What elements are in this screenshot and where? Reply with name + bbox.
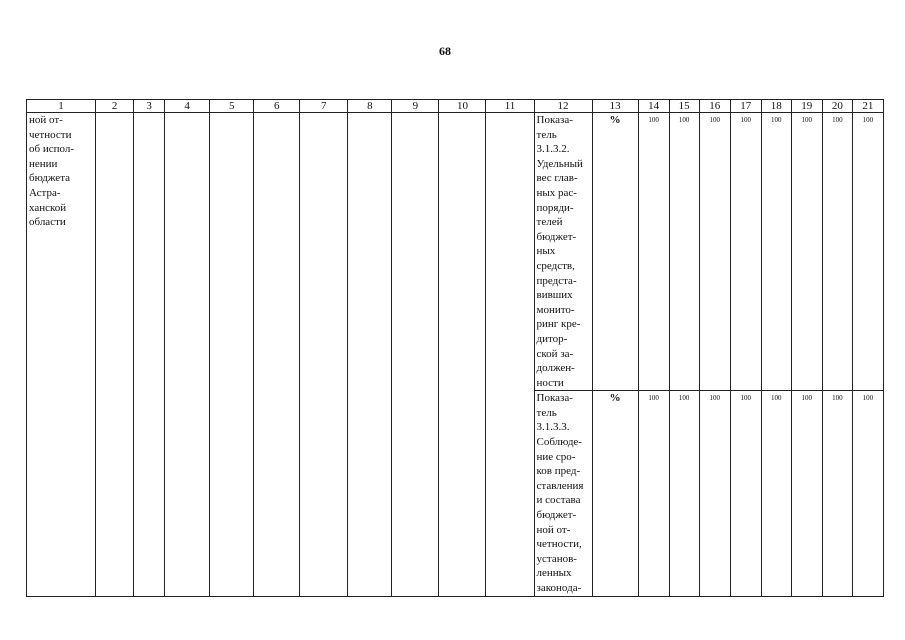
value-cell: 100 [852, 391, 883, 597]
column-number: 9 [392, 100, 439, 113]
data-table [26, 99, 884, 597]
indicator-cell: Показа- тель 3.1.3.3. Соблюде- ние сро- ков пред- ставления и состава бюджет- ной от- четности, установ- ленных законода- [534, 391, 592, 597]
value-cell: 100 [791, 391, 822, 597]
empty-cell [486, 113, 534, 597]
value-cell: 100 [822, 391, 852, 597]
empty-cell [254, 113, 300, 597]
value-cell: 100 [669, 391, 699, 597]
empty-cell [439, 113, 486, 597]
empty-cell [210, 113, 254, 597]
value-cell: 100 [638, 113, 669, 391]
column-number: 19 [791, 100, 822, 113]
column-number: 17 [730, 100, 761, 113]
indicator-cell: Показа- тель 3.1.3.2. Удельный вес глав- ных рас- поряди- телей бюджет- ных средств, предста- вивших монито- ринг кре- дитор- ской за- должен- ности [534, 113, 592, 391]
value-cell: 100 [852, 113, 883, 391]
column-number: 16 [699, 100, 730, 113]
value-cell: 100 [791, 113, 822, 391]
column-number: 12 [534, 100, 592, 113]
value-cell: 100 [730, 391, 761, 597]
empty-cell [165, 113, 210, 597]
table-row [27, 113, 884, 391]
column-number-row [27, 100, 884, 113]
empty-cell [300, 113, 348, 597]
column-number: 7 [300, 100, 348, 113]
empty-cell [348, 113, 392, 597]
page-number: 68 [439, 44, 451, 58]
column-number: 11 [486, 100, 534, 113]
value-cell: 100 [761, 113, 791, 391]
value-cell: 100 [761, 391, 791, 597]
column-number: 21 [852, 100, 883, 113]
column-number: 2 [96, 100, 134, 113]
column-number: 6 [254, 100, 300, 113]
column-number: 10 [439, 100, 486, 113]
empty-cell [96, 113, 134, 597]
value-cell: 100 [699, 113, 730, 391]
empty-cell [134, 113, 165, 597]
column-number: 1 [27, 100, 96, 113]
value-cell: 100 [699, 391, 730, 597]
empty-cell [392, 113, 439, 597]
column-number: 20 [822, 100, 852, 113]
value-cell: 100 [730, 113, 761, 391]
object-name-cell: ной от- четности об испол- нении бюджета Астра- ханской области [27, 113, 96, 597]
value-cell: 100 [669, 113, 699, 391]
column-number: 14 [638, 100, 669, 113]
unit-cell: % [592, 391, 638, 597]
column-number: 3 [134, 100, 165, 113]
column-number: 4 [165, 100, 210, 113]
value-cell: 100 [822, 113, 852, 391]
unit-cell: % [592, 113, 638, 391]
column-number: 15 [669, 100, 699, 113]
value-cell: 100 [638, 391, 669, 597]
column-number: 8 [348, 100, 392, 113]
column-number: 13 [592, 100, 638, 113]
column-number: 5 [210, 100, 254, 113]
column-number: 18 [761, 100, 791, 113]
